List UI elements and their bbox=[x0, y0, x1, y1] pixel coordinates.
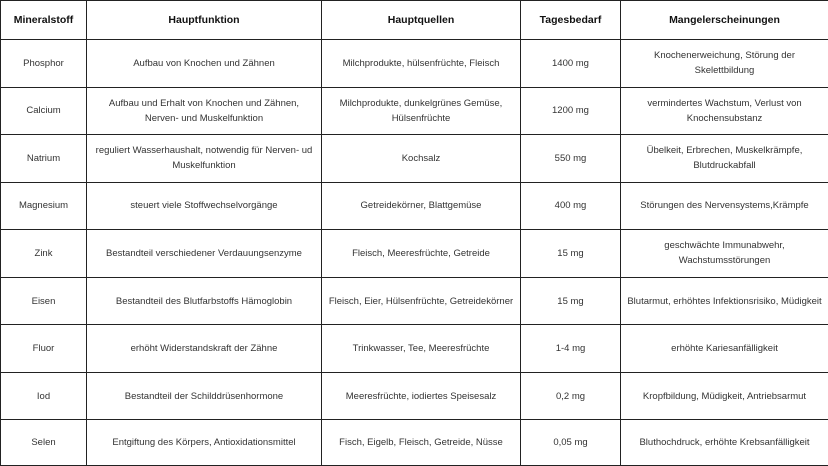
cell-deficiency: erhöhte Kariesanfälligkeit bbox=[621, 325, 828, 373]
cell-daily-need: 1400 mg bbox=[521, 40, 621, 88]
cell-mineral: Fluor bbox=[1, 325, 87, 373]
cell-mineral: Natrium bbox=[1, 135, 87, 183]
header-mangelerscheinungen: Mangelerscheinungen bbox=[621, 1, 828, 40]
cell-deficiency: vermindertes Wachstum, Verlust von Knochensubstanz bbox=[621, 87, 828, 135]
cell-sources: Kochsalz bbox=[322, 135, 521, 183]
header-row bbox=[1, 1, 828, 40]
cell-mineral: Eisen bbox=[1, 277, 87, 325]
cell-function: Bestandteil verschiedener Verdauungsenzyme bbox=[87, 230, 322, 278]
table-row bbox=[1, 277, 828, 325]
cell-sources: Fleisch, Eier, Hülsenfrüchte, Getreidekörner bbox=[322, 277, 521, 325]
table-row bbox=[1, 372, 828, 420]
cell-mineral: Selen bbox=[1, 420, 87, 466]
cell-daily-need: 15 mg bbox=[521, 277, 621, 325]
cell-daily-need: 0,05 mg bbox=[521, 420, 621, 466]
cell-sources: Getreidekörner, Blattgemüse bbox=[322, 182, 521, 230]
cell-deficiency: Bluthochdruck, erhöhte Krebsanfälligkeit bbox=[621, 420, 828, 466]
header-mineralstoff: Mineralstoff bbox=[1, 1, 87, 40]
cell-daily-need: 1-4 mg bbox=[521, 325, 621, 373]
cell-deficiency: Übelkeit, Erbrechen, Muskelkrämpfe, Blutdruckabfall bbox=[621, 135, 828, 183]
cell-daily-need: 15 mg bbox=[521, 230, 621, 278]
cell-sources: Milchprodukte, dunkelgrünes Gemüse, Hülsenfrüchte bbox=[322, 87, 521, 135]
cell-deficiency: Kropfbildung, Müdigkeit, Antriebsarmut bbox=[621, 372, 828, 420]
cell-sources: Trinkwasser, Tee, Meeresfrüchte bbox=[322, 325, 521, 373]
cell-mineral: Phosphor bbox=[1, 40, 87, 88]
cell-function: Aufbau von Knochen und Zähnen bbox=[87, 40, 322, 88]
cell-deficiency: Knochenerweichung, Störung der Skelettbildung bbox=[621, 40, 828, 88]
cell-daily-need: 550 mg bbox=[521, 135, 621, 183]
cell-sources: Fisch, Eigelb, Fleisch, Getreide, Nüsse bbox=[322, 420, 521, 466]
table-row bbox=[1, 325, 828, 373]
header-hauptquellen: Hauptquellen bbox=[322, 1, 521, 40]
cell-function: erhöht Widerstandskraft der Zähne bbox=[87, 325, 322, 373]
cell-function: Entgiftung des Körpers, Antioxidationsmittel bbox=[87, 420, 322, 466]
cell-function: Bestandteil des Blutfarbstoffs Hämoglobin bbox=[87, 277, 322, 325]
cell-deficiency: Blutarmut, erhöhtes Infektionsrisiko, Müdigkeit bbox=[621, 277, 828, 325]
cell-daily-need: 0,2 mg bbox=[521, 372, 621, 420]
cell-mineral: Iod bbox=[1, 372, 87, 420]
table-row bbox=[1, 135, 828, 183]
cell-sources: Meeresfrüchte, iodiertes Speisesalz bbox=[322, 372, 521, 420]
cell-deficiency: Störungen des Nervensystems,Krämpfe bbox=[621, 182, 828, 230]
cell-mineral: Zink bbox=[1, 230, 87, 278]
cell-function: steuert viele Stoffwechselvorgänge bbox=[87, 182, 322, 230]
table-row bbox=[1, 87, 828, 135]
cell-sources: Milchprodukte, hülsenfrüchte, Fleisch bbox=[322, 40, 521, 88]
cell-daily-need: 1200 mg bbox=[521, 87, 621, 135]
cell-deficiency: geschwächte Immunabwehr, Wachstumsstörungen bbox=[621, 230, 828, 278]
cell-function: reguliert Wasserhaushalt, notwendig für Nerven- ud Muskelfunktion bbox=[87, 135, 322, 183]
cell-function: Aufbau und Erhalt von Knochen und Zähnen, Nerven- und Muskelfunktion bbox=[87, 87, 322, 135]
header-tagesbedarf: Tagesbedarf bbox=[521, 1, 621, 40]
cell-mineral: Calcium bbox=[1, 87, 87, 135]
table-row bbox=[1, 40, 828, 88]
header-hauptfunktion: Hauptfunktion bbox=[87, 1, 322, 40]
cell-sources: Fleisch, Meeresfrüchte, Getreide bbox=[322, 230, 521, 278]
cell-function: Bestandteil der Schilddrüsenhormone bbox=[87, 372, 322, 420]
cell-mineral: Magnesium bbox=[1, 182, 87, 230]
table-row bbox=[1, 182, 828, 230]
table-row bbox=[1, 420, 828, 466]
table-row bbox=[1, 230, 828, 278]
cell-daily-need: 400 mg bbox=[521, 182, 621, 230]
